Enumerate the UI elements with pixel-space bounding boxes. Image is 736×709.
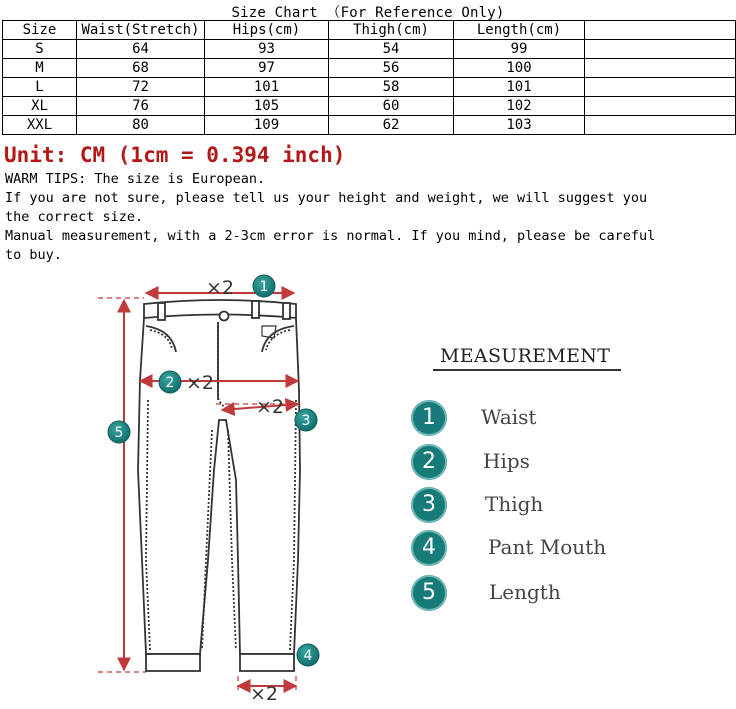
table-row [3, 59, 736, 78]
header-empty [585, 21, 736, 40]
legend-number: 3 [411, 487, 447, 523]
measurement-arrows [124, 293, 298, 686]
pants-measurement-diagram [0, 262, 736, 709]
cell-waist: 64 [77, 40, 205, 59]
legend-number: 5 [411, 575, 447, 611]
header-length: Length(cm) [454, 21, 585, 40]
cell-size: M [3, 59, 77, 78]
legend-label: Hips [483, 449, 530, 473]
table-row [3, 116, 736, 135]
tip-line: to buy. [5, 247, 62, 263]
cell-hips: 105 [205, 97, 329, 116]
tip-line: Manual measurement, with a 2-3cm error is normal. If you mind, please be careful [5, 228, 656, 244]
cell-length: 101 [454, 78, 585, 97]
cell-empty [585, 116, 736, 135]
legend-label: Waist [481, 405, 537, 429]
marker-2 [159, 371, 181, 393]
legend-number: 2 [411, 444, 447, 480]
cell-size: L [3, 78, 77, 97]
marker-1 [253, 275, 275, 297]
legend-title: MEASUREMENT [440, 345, 611, 367]
cell-hips: 109 [205, 116, 329, 135]
waist-multiplier: ×2 [206, 277, 235, 299]
legend-title-underline [433, 369, 621, 371]
legend-number: 1 [411, 400, 447, 436]
thigh-multiplier: ×2 [256, 396, 285, 418]
cell-hips: 97 [205, 59, 329, 78]
svg-text:4: 4 [303, 648, 313, 664]
cell-hips: 101 [205, 78, 329, 97]
table-row [3, 78, 736, 97]
cell-waist: 68 [77, 59, 205, 78]
legend-label: Length [489, 580, 561, 604]
guide-lines [98, 298, 296, 690]
legend-label: Pant Mouth [488, 535, 607, 559]
cell-length: 99 [454, 40, 585, 59]
cell-waist: 72 [77, 78, 205, 97]
svg-text:5: 5 [114, 425, 124, 441]
header-hips: Hips(cm) [205, 21, 329, 40]
cell-thigh: 58 [329, 78, 454, 97]
pants-outline [138, 300, 300, 671]
cell-size: XL [3, 97, 77, 116]
table-header-row [3, 21, 736, 40]
cell-empty [585, 40, 736, 59]
table-row [3, 97, 736, 116]
cell-length: 102 [454, 97, 585, 116]
header-thigh: Thigh(cm) [329, 21, 454, 40]
legend-label: Thigh [485, 492, 544, 516]
cell-length: 103 [454, 116, 585, 135]
svg-text:2: 2 [165, 375, 175, 391]
cell-size: S [3, 40, 77, 59]
cell-thigh: 60 [329, 97, 454, 116]
size-chart-title: Size Chart （For Reference Only) [231, 5, 505, 21]
cell-empty [585, 97, 736, 116]
mouth-multiplier: ×2 [250, 683, 279, 705]
cell-thigh: 54 [329, 40, 454, 59]
marker-3 [295, 409, 317, 431]
hips-multiplier: ×2 [186, 372, 215, 394]
header-size: Size [3, 21, 77, 40]
cell-thigh: 62 [329, 116, 454, 135]
cell-hips: 93 [205, 40, 329, 59]
table-row [3, 40, 736, 59]
tip-line: the correct size. [5, 209, 144, 225]
marker-4 [297, 644, 319, 666]
svg-text:3: 3 [301, 413, 311, 429]
cell-size: XXL [3, 116, 77, 135]
cell-length: 100 [454, 59, 585, 78]
unit-conversion-text: Unit: CM (1cm = 0.394 inch) [4, 143, 346, 167]
legend-number: 4 [411, 530, 447, 566]
cell-empty [585, 78, 736, 97]
header-waist: Waist(Stretch) [77, 21, 205, 40]
cell-waist: 80 [77, 116, 205, 135]
cell-thigh: 56 [329, 59, 454, 78]
cell-waist: 76 [77, 97, 205, 116]
svg-text:1: 1 [259, 279, 269, 295]
cell-empty [585, 59, 736, 78]
size-table [2, 20, 736, 135]
marker-5 [108, 421, 130, 443]
warm-tips [5, 170, 733, 265]
tip-line: WARM TIPS: The size is European. [5, 171, 266, 187]
tip-line: If you are not sure, please tell us your height and weight, we will suggest you [5, 190, 648, 206]
